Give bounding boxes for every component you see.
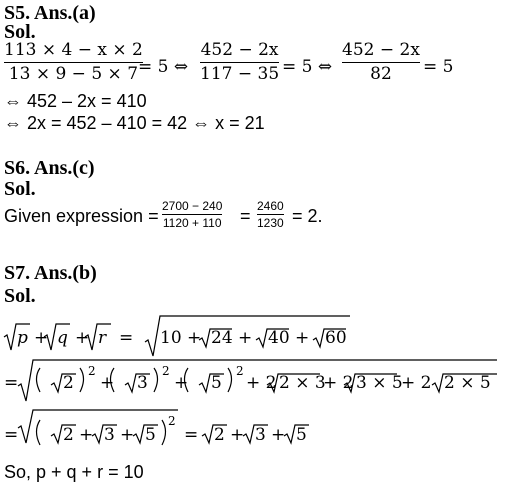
s6-expression-label: Given expression = — [4, 206, 159, 226]
s5-fraction-2-numerator: 452 − 2x — [200, 40, 279, 60]
s5-equals-2: = 5 ⇔ — [282, 57, 333, 77]
s5-fraction-1-denominator: 13 × 9 − 5 × 7 — [8, 64, 139, 84]
s5-step-3: ⇔ 2x = 452 – 410 = 42 ⇔ x = 21 — [4, 113, 265, 133]
s7-sol-label: Sol. — [4, 285, 36, 307]
s6-equals: = — [240, 206, 251, 226]
s5-sol-label: Sol. — [4, 21, 36, 43]
s5-fraction-1-numerator: 113 × 4 − x × 2 — [4, 40, 143, 60]
s6-fraction-2-denominator: 1230 — [257, 216, 284, 230]
s5-fraction-2-denominator: 117 − 35 — [200, 64, 280, 84]
s6-sol-label: Sol. — [4, 178, 36, 200]
s5-fraction-3-denominator: 82 — [370, 64, 392, 84]
s7-conclusion: So, p + q + r = 10 — [4, 462, 144, 482]
s6-heading: S6. Ans.(c) — [4, 157, 95, 179]
s6-fraction-1-denominator: 1120 + 110 — [162, 216, 222, 230]
s7-heading: S7. Ans.(b) — [4, 262, 97, 284]
s5-fraction-3-numerator: 452 − 2x — [342, 40, 420, 60]
s5-step-2: ⇔ 452 – 2x = 410 — [4, 91, 147, 111]
s5-equals-3: = 5 — [423, 57, 454, 77]
s5-equals-1: = 5 ⇔ — [138, 57, 189, 77]
s5-heading: S5. Ans.(a) — [4, 2, 96, 24]
s6-fraction-1-numerator: 2700 − 240 — [162, 199, 223, 213]
s6-fraction-2-numerator: 2460 — [257, 199, 284, 213]
s6-result: = 2. — [292, 206, 323, 226]
